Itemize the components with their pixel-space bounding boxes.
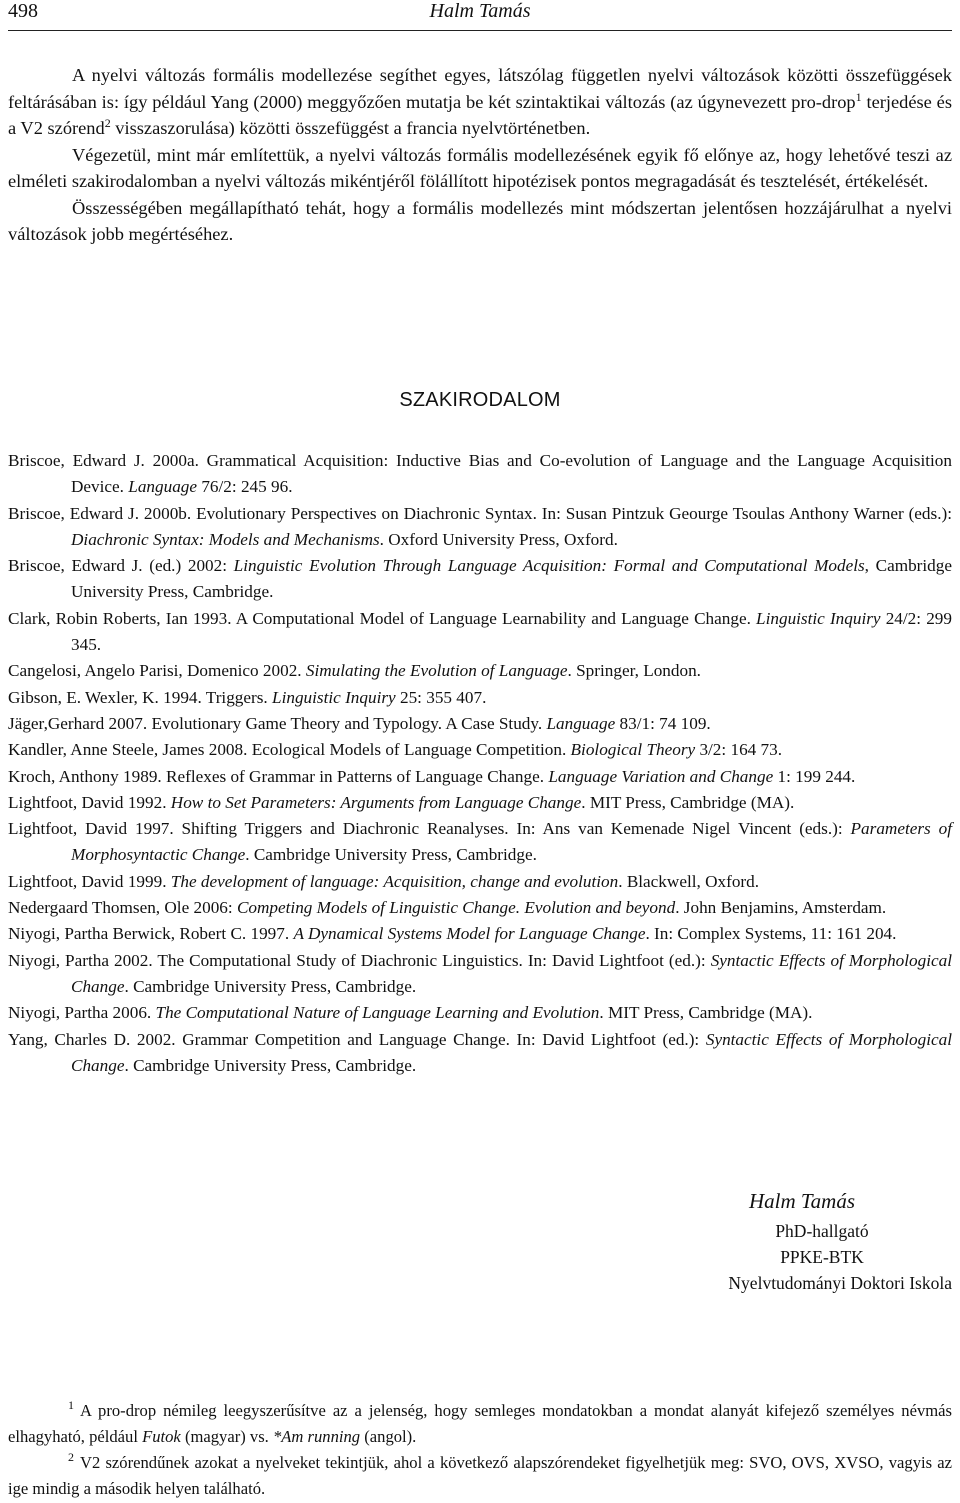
reference-source: 24/2: 299 345. <box>71 608 952 655</box>
p1-mid: terjedése és a V2 szórend <box>8 91 952 138</box>
author-name: Halm Tamás <box>748 1189 855 1213</box>
reference-text: Gibson, E. Wexler, K. 1994. Triggers. <box>8 687 273 707</box>
reference-source: 3/2: 164 73. <box>695 740 783 760</box>
section-title: SZAKIRODALOM <box>399 389 561 411</box>
page-number: 498 <box>8 0 38 22</box>
author-position: PhD-hallgató <box>775 1221 869 1241</box>
footnote-text: (magyar) vs. <box>180 1427 273 1446</box>
reference-source: . Cambridge University Press, Cambridge. <box>124 1055 417 1075</box>
paragraph-2: Végezetül, mint már említettük, a nyelvi változás formális modellezésének egyik fő előnye az, hogy lehetővé teszi az elméleti szakirodalomban a nyelvi változás mikéntjéről fölállított hipotézisek pontos megragadását és tesztelését, értékelését. <box>8 144 952 191</box>
author-school: Nyelvtudományi Doktori Iskola <box>728 1273 952 1293</box>
reference-entry <box>8 606 952 659</box>
reference-entry <box>8 1000 952 1026</box>
reference-source: . MIT Press, Cambridge (MA). <box>581 792 795 812</box>
running-head: Halm Tamás <box>429 0 531 22</box>
reference-text: Briscoe, Edward J. (ed.) 2002: <box>8 556 234 576</box>
reference-text: Lightfoot, David 1999. <box>8 871 171 891</box>
paragraph-1 <box>8 62 952 142</box>
reference-source: 83/1: 74 109. <box>615 713 711 733</box>
reference-title: Biological Theory <box>570 740 696 760</box>
reference-text: Nedergaard Thomsen, Ole 2006: <box>8 898 237 918</box>
footnote-example: Futok <box>142 1427 181 1446</box>
reference-title: Language Variation and Change <box>548 766 774 786</box>
p1-pre: A nyelvi változás formális modellezése segíthet egyes, látszólag független nyelvi változások közötti összefüggések feltárásában is: így például Yang (2000) meggyőzően mutatja be két szintaktikai változás (az úgynevezett pro-drop <box>8 65 952 112</box>
footnote-text: V2 szórendűnek azokat a nyelveket tekintjük, ahol a következő alapszórendeket figyelhetjük meg: SVO, OVS, XVSO, vagyis az ige mindig a második helyen található. <box>8 1453 952 1498</box>
reference-entry <box>8 764 952 790</box>
reference-text: Kroch, Anthony 1989. Reflexes of Grammar in Patterns of Language Change. <box>8 766 549 786</box>
reference-title: Syntactic Effects of Morphological Change <box>71 950 952 996</box>
reference-source: . Cambridge University Press, Cambridge. <box>245 845 537 865</box>
reference-text: Briscoe, Edward J. 2000a. Grammatical Acquisition: Inductive Bias and Co-evolution of Language and the Language Acquisition Device. <box>8 451 952 497</box>
reference-text: Cangelosi, Angelo Parisi, Domenico 2002. <box>8 661 306 681</box>
reference-source: 1: 199 244. <box>773 766 856 786</box>
reference-entry <box>8 948 952 1001</box>
reference-entry <box>8 816 952 869</box>
reference-text: Niyogi, Partha 2002. The Computational Study of Diachronic Linguistics. In: David Lightfoot (ed.): <box>8 950 711 970</box>
reference-source: . Cambridge University Press, Cambridge. <box>124 976 417 996</box>
paragraph-3: Összességében megállapítható tehát, hogy a formális modellezés mint módszertan jelentősen hozzájárulhat a nyelvi változások jobb megértéséhez. <box>8 197 952 244</box>
reference-source: , Cambridge University Press, Cambridge. <box>71 556 953 602</box>
reference-text: Clark, Robin Roberts, Ian 1993. A Computational Model of Language Learnability and Language Change. <box>8 608 757 628</box>
reference-title: Language <box>546 713 616 733</box>
reference-entry <box>8 737 952 763</box>
author-signature <box>652 1188 952 1296</box>
reference-text: Kandler, Anne Steele, James 2008. Ecological Models of Language Competition. <box>8 740 571 760</box>
reference-text: Niyogi, Partha 2006. <box>8 1003 156 1023</box>
reference-source: . Blackwell, Oxford. <box>618 871 760 891</box>
reference-text: Niyogi, Partha Berwick, Robert C. 1997. <box>8 924 294 944</box>
reference-entry <box>8 501 952 554</box>
footnote-ref-1: 1 <box>855 89 862 104</box>
footnote-mark: 1 <box>68 1398 74 1413</box>
reference-title: Simulating the Evolution of Language <box>305 661 568 681</box>
author-institution: PPKE-BTK <box>780 1247 864 1267</box>
reference-source: . Oxford University Press, Oxford. <box>379 529 618 549</box>
footnote-mark: 2 <box>68 1450 74 1465</box>
reference-entry <box>8 448 952 501</box>
footnote-example: *Am running <box>272 1427 361 1446</box>
reference-entry <box>8 869 952 895</box>
reference-entry <box>8 1027 952 1080</box>
reference-entry <box>8 921 952 947</box>
reference-title: Diachronic Syntax: Models and Mechanisms <box>71 529 380 549</box>
reference-source: . John Benjamins, Amsterdam. <box>675 898 887 918</box>
reference-entry <box>8 685 952 711</box>
p1-post: visszaszorulása) közötti összefüggést a francia nyelvtörténetben. <box>110 118 591 138</box>
reference-source: . MIT Press, Cambridge (MA). <box>599 1003 813 1023</box>
reference-title: How to Set Parameters: Arguments from Language Change <box>170 792 582 812</box>
footnote-text: (angol). <box>360 1427 417 1446</box>
reference-source: . In: Complex Systems, 11: 161 204. <box>645 924 897 944</box>
reference-title: Linguistic Inquiry <box>756 608 881 628</box>
reference-title: Language <box>128 477 198 497</box>
footnote <box>8 1450 952 1502</box>
reference-source: 25: 355 407. <box>395 687 487 707</box>
body-text <box>8 62 952 248</box>
reference-source: . Springer, London. <box>567 661 701 681</box>
reference-text: Jäger,Gerhard 2007. Evolutionary Game Theory and Typology. A Case Study. <box>8 713 547 733</box>
reference-title: The Computational Nature of Language Learning and Evolution <box>155 1003 600 1023</box>
reference-title: Parameters of Morphosyntactic Change <box>71 819 952 865</box>
reference-entry <box>8 790 952 816</box>
reference-title: The development of language: Acquisition, change and evolution <box>170 871 619 891</box>
reference-title: Competing Models of Linguistic Change. Evolution and beyond <box>236 898 676 918</box>
reference-title: Linguistic Inquiry <box>272 687 396 707</box>
reference-text: Lightfoot, David 1992. <box>8 792 171 812</box>
reference-text: Yang, Charles D. 2002. Grammar Competition and Language Change. In: David Lightfoot (ed.): <box>8 1029 706 1049</box>
reference-entry <box>8 658 952 684</box>
reference-title: Linguistic Evolution Through Language Acquisition: Formal and Computational Models <box>233 556 865 576</box>
page-header <box>8 0 952 31</box>
reference-text: Briscoe, Edward J. 2000b. Evolutionary Perspectives on Diachronic Syntax. In: Susan Pintzuk Geourge Tsoulas Anthony Warner (eds.): <box>8 503 952 523</box>
reference-entry <box>8 553 952 606</box>
reference-entry <box>8 895 952 921</box>
reference-title: A Dynamical Systems Model for Language Change <box>293 924 646 944</box>
footnotes <box>8 1398 952 1502</box>
reference-list <box>8 448 952 1079</box>
reference-entry <box>8 711 952 737</box>
reference-title: Syntactic Effects of Morphological Change <box>71 1029 952 1075</box>
footnote-ref-2: 2 <box>104 115 111 130</box>
reference-text: Lightfoot, David 1997. Shifting Triggers and Diachronic Reanalyses. In: Ans van Kemenade Nigel Vincent (eds.): <box>8 819 851 839</box>
footnote <box>8 1398 952 1450</box>
footnote-text: A pro-drop némileg leegyszerűsítve az a jelenség, hogy semleges mondatokban a mondat alanyát kifejező személyes névmás elhagyható, például <box>8 1401 952 1446</box>
reference-source: 76/2: 245 96. <box>197 477 293 497</box>
